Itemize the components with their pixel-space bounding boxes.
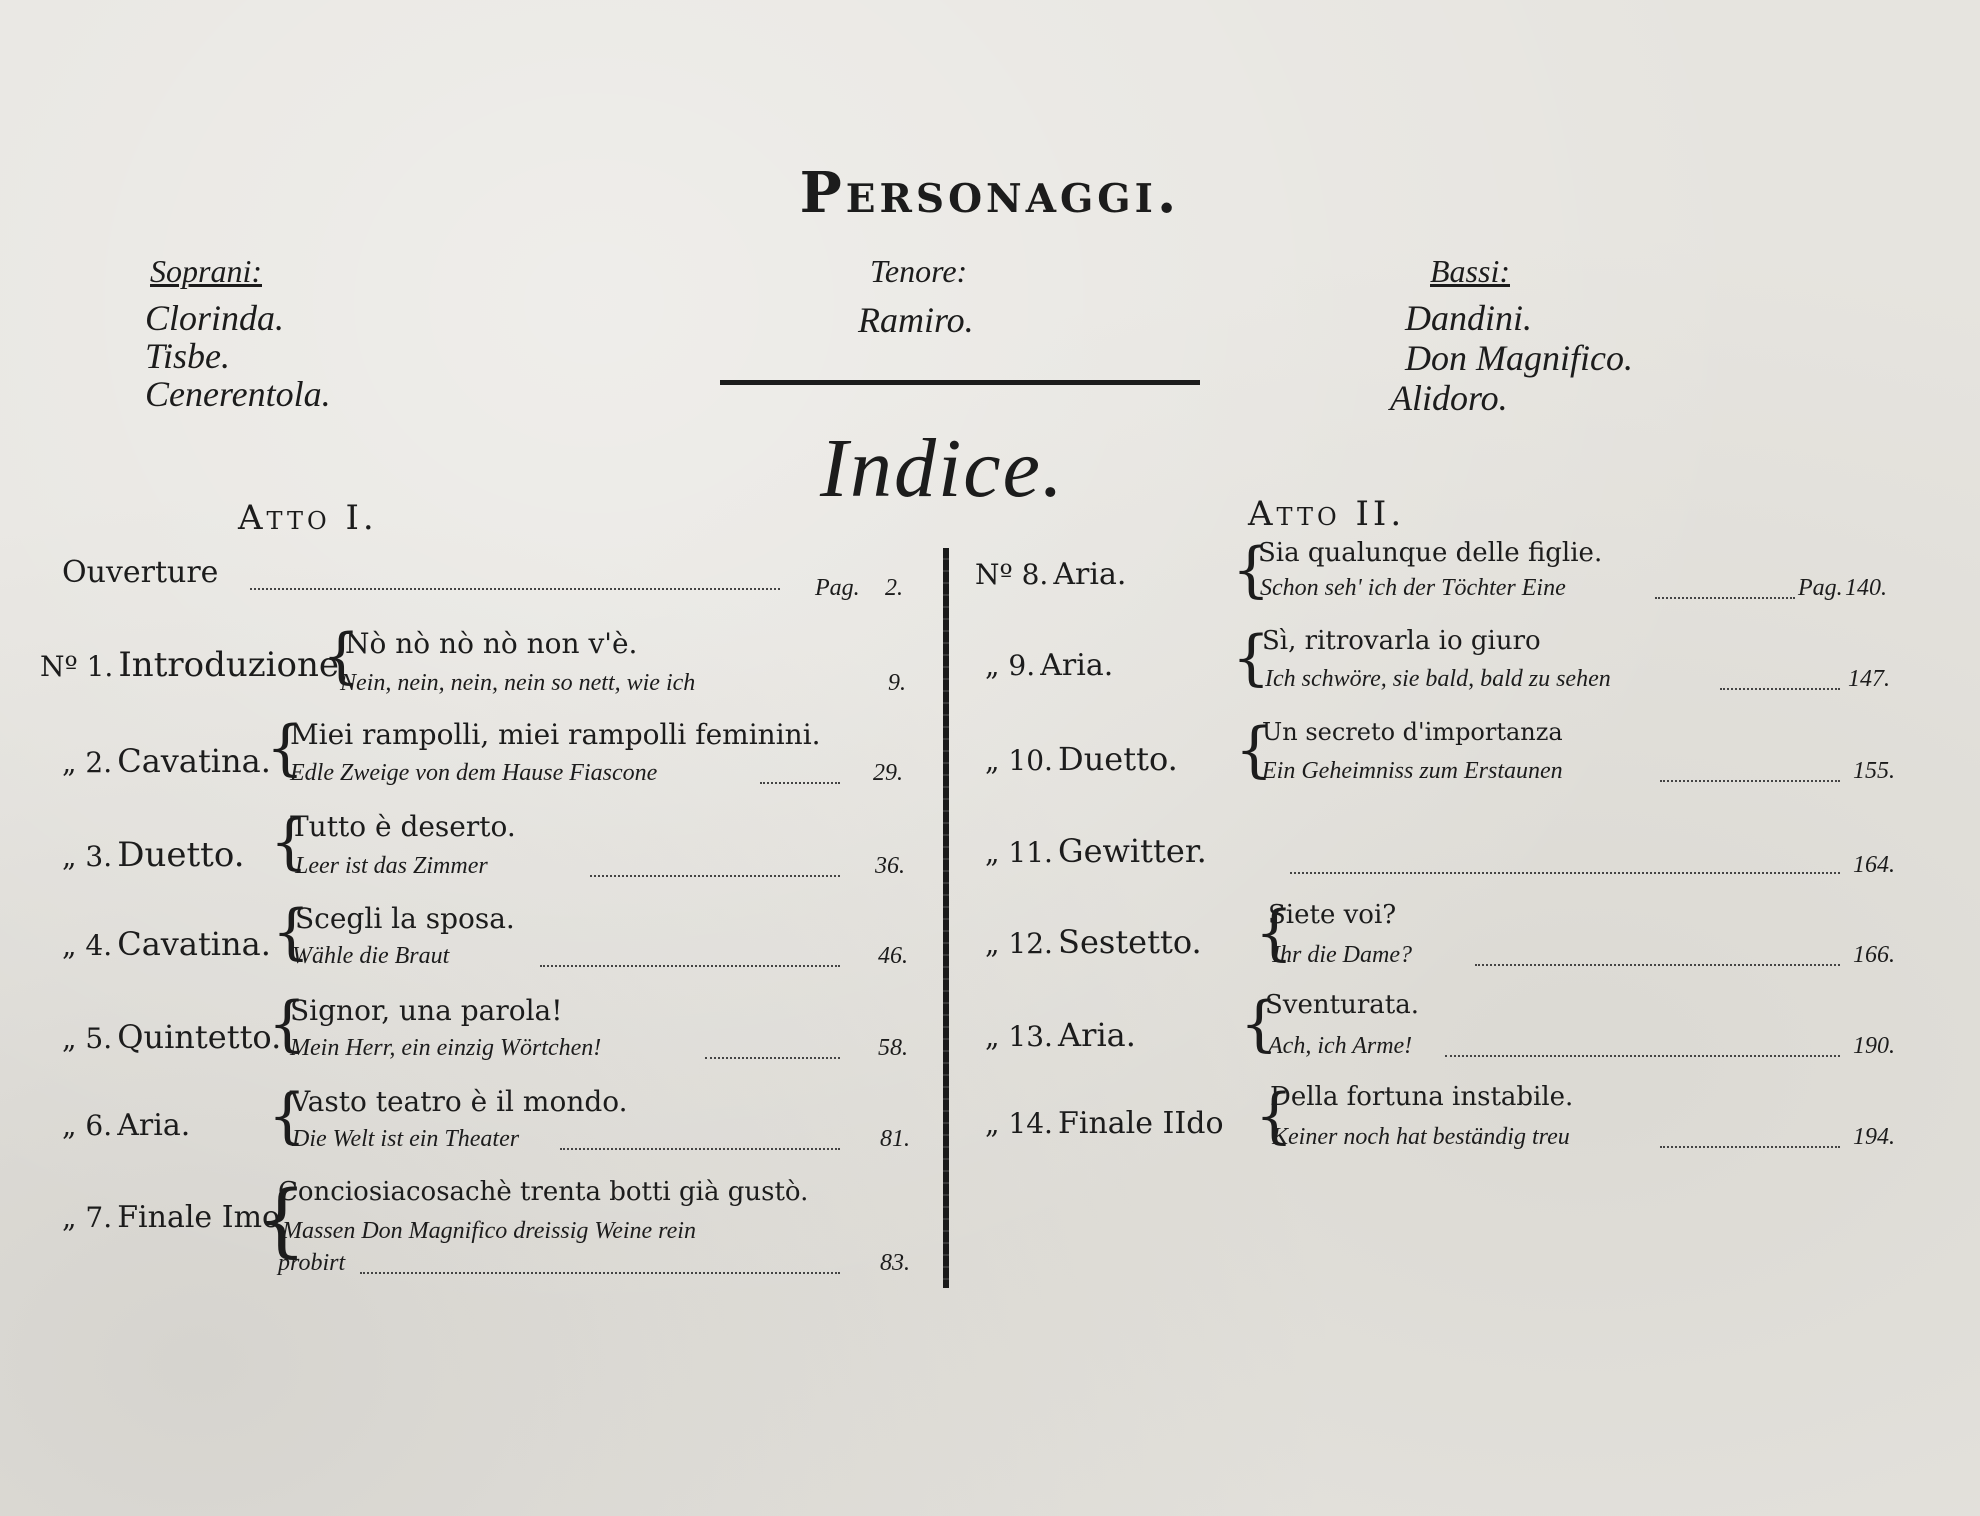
tenore-heading: Tenore: <box>870 253 968 289</box>
page-number: 83. <box>880 1250 910 1276</box>
atto2-heading: Atto II. <box>1248 494 1406 534</box>
list-item <box>985 1016 1136 1054</box>
leader-dots <box>1290 872 1840 874</box>
page-number: 58. <box>878 1035 908 1061</box>
brace: { <box>272 897 311 967</box>
entry-incipit-german: Keiner noch hat beständig treu <box>1272 1124 1570 1150</box>
entry-incipit-italian: Siete voi? <box>1268 900 1397 930</box>
entry-number: „ 13. <box>985 1020 1053 1053</box>
brace: { <box>268 989 307 1059</box>
page-number: 147. <box>1848 666 1890 692</box>
leader-dots <box>590 875 840 877</box>
entry-incipit-german: Die Welt ist ein Theater <box>292 1126 520 1152</box>
brace: { <box>1232 623 1271 693</box>
list-item <box>985 832 1207 870</box>
cast-name-alidoro: Alidoro. <box>1390 378 1508 418</box>
brace: { <box>1240 989 1279 1059</box>
list-item <box>62 1108 190 1143</box>
entry-type: Duetto. <box>117 835 245 875</box>
brace: { <box>1232 535 1271 605</box>
entry-type: Aria. <box>117 1108 191 1143</box>
page-number: 9. <box>888 670 906 696</box>
leader-dots <box>1660 780 1840 782</box>
page-number: 140. <box>1845 575 1887 601</box>
page-number: 164. <box>1853 852 1895 878</box>
entry-incipit-italian: Della fortuna instabile. <box>1270 1082 1574 1112</box>
page-number: 166. <box>1853 942 1895 968</box>
entry-incipit-italian: Sì, ritrovarla io giuro <box>1262 626 1541 656</box>
entry-type: Aria. <box>1040 648 1114 683</box>
entry-incipit-italian: Conciosiacosachè trenta botti già gustò. <box>278 1177 809 1207</box>
pag-label: Pag. <box>1798 575 1843 601</box>
column-divider <box>943 548 949 1288</box>
entry-incipit-italian: Signor, una parola! <box>290 994 563 1027</box>
entry-type: Finale IIdo <box>1058 1106 1224 1141</box>
entry-incipit-italian: Sia qualunque delle figlie. <box>1258 538 1603 568</box>
brace: { <box>1255 1081 1294 1151</box>
entry-number: „ 3. <box>62 840 113 873</box>
pag-label: Pag. <box>815 575 860 601</box>
entry-number: „ 2. <box>62 746 113 779</box>
entry-type: Gewitter. <box>1058 832 1207 870</box>
entry-incipit-italian: Nò nò nò nò non v'è. <box>345 627 638 660</box>
list-item <box>985 923 1202 961</box>
entry-type: Aria. <box>1053 557 1127 592</box>
brace: { <box>256 1173 307 1266</box>
entry-incipit-german: Massen Don Magnifico dreissig Weine rein <box>282 1218 696 1244</box>
entry-type: Cavatina. <box>117 742 271 780</box>
title-rule <box>720 380 1200 385</box>
entry-incipit-german: Ich schwöre, sie bald, bald zu sehen <box>1265 666 1611 692</box>
list-item <box>985 648 1113 683</box>
entry-type: Sestetto. <box>1058 923 1202 961</box>
cast-name-cenerentola: Cenerentola. <box>145 374 331 414</box>
leader-dots <box>1655 597 1795 599</box>
page-number: 81. <box>880 1126 910 1152</box>
overture-label: Ouverture <box>62 555 219 590</box>
page-number: 46. <box>878 943 908 969</box>
leader-dots <box>360 1272 840 1274</box>
entry-number: Nº 1. <box>40 650 114 683</box>
soprani-heading: Soprani: <box>150 253 262 289</box>
leader-dots <box>1445 1055 1840 1057</box>
list-item <box>62 1018 281 1056</box>
entry-incipit-italian: Un secreto d'importanza <box>1262 718 1563 746</box>
bassi-heading: Bassi: <box>1430 253 1510 289</box>
list-item <box>985 740 1178 778</box>
list-item <box>985 1106 1224 1141</box>
list-item <box>62 1200 280 1235</box>
cast-name-clorinda: Clorinda. <box>145 298 285 338</box>
entry-number: „ 9. <box>985 649 1036 682</box>
entry-type: Aria. <box>1058 1016 1136 1054</box>
entry-number: Nº 8. <box>975 558 1049 591</box>
leader-dots <box>1720 688 1840 690</box>
list-item <box>975 557 1126 592</box>
entry-number: „ 5. <box>62 1022 113 1055</box>
entry-incipit-italian: Sventurata. <box>1265 990 1419 1020</box>
entry-number: „ 10. <box>985 744 1053 777</box>
brace: { <box>1235 715 1274 785</box>
entry-incipit-german: Nein, nein, nein, nein so nett, wie ich <box>340 670 696 696</box>
page-title: Personaggi. <box>799 160 1181 226</box>
page-number: 194. <box>1853 1124 1895 1150</box>
page-number: 190. <box>1853 1033 1895 1059</box>
cast-name-tisbe: Tisbe. <box>145 336 231 376</box>
entry-incipit-italian: Scegli la sposa. <box>295 902 515 935</box>
brace: { <box>322 621 361 691</box>
cast-name-don-magnifico: Don Magnifico. <box>1405 338 1633 378</box>
leader-dots <box>540 965 840 967</box>
index-title: Indice. <box>820 422 1065 515</box>
entry-type: Cavatina. <box>117 925 271 963</box>
page-number: 29. <box>873 760 903 786</box>
entry-number: „ 6. <box>62 1109 113 1142</box>
entry-incipit-italian: Tutto è deserto. <box>290 810 516 843</box>
leader-dots <box>560 1148 840 1150</box>
page-number: 155. <box>1853 758 1895 784</box>
list-item <box>62 742 271 780</box>
entry-incipit-german: Schon seh' ich der Töchter Eine <box>1260 575 1566 601</box>
entry-number: „ 11. <box>985 836 1053 869</box>
leader-dots <box>250 588 780 590</box>
brace: { <box>270 807 309 877</box>
entry-incipit-italian: Miei rampolli, miei rampolli feminini. <box>290 718 821 751</box>
atto1-heading: Atto I. <box>238 498 378 538</box>
entry-incipit-german: Mein Herr, ein einzig Wörtchen! <box>290 1035 602 1061</box>
cast-name-dandini: Dandini. <box>1405 298 1533 338</box>
page-number: 36. <box>875 853 905 879</box>
entry-incipit-german: Ihr die Dame? <box>1272 942 1412 968</box>
entry-incipit-german-cont: probirt <box>278 1250 346 1276</box>
entry-number: „ 12. <box>985 927 1053 960</box>
brace: { <box>1255 898 1294 968</box>
entry-incipit-german: Edle Zweige von dem Hause Fiascone <box>290 760 658 786</box>
entry-type: Introduzione <box>118 645 340 685</box>
list-item <box>62 925 271 963</box>
list-item <box>40 645 339 685</box>
entry-incipit-german: Ein Geheimniss zum Erstaunen <box>1262 758 1563 784</box>
entry-type: Quintetto. <box>117 1018 282 1056</box>
brace: { <box>268 1081 307 1151</box>
leader-dots <box>760 782 840 784</box>
entry-incipit-german: Leer ist das Zimmer <box>295 853 488 879</box>
cast-name-ramiro: Ramiro. <box>858 300 974 340</box>
entry-incipit-german: Ach, ich Arme! <box>1268 1033 1413 1059</box>
leader-dots <box>1660 1146 1840 1148</box>
entry-number: „ 14. <box>985 1107 1053 1140</box>
entry-incipit-german: Wähle die Braut <box>292 943 450 969</box>
list-item <box>62 835 245 875</box>
page-number: 2. <box>885 575 903 601</box>
entry-type: Finale Imo <box>117 1200 281 1235</box>
leader-dots <box>705 1057 840 1059</box>
entry-number: „ 7. <box>62 1201 113 1234</box>
entry-number: „ 4. <box>62 929 113 962</box>
entry-incipit-italian: Vasto teatro è il mondo. <box>290 1085 628 1118</box>
entry-type: Duetto. <box>1058 740 1178 778</box>
brace: { <box>266 713 305 783</box>
leader-dots <box>1475 964 1840 966</box>
